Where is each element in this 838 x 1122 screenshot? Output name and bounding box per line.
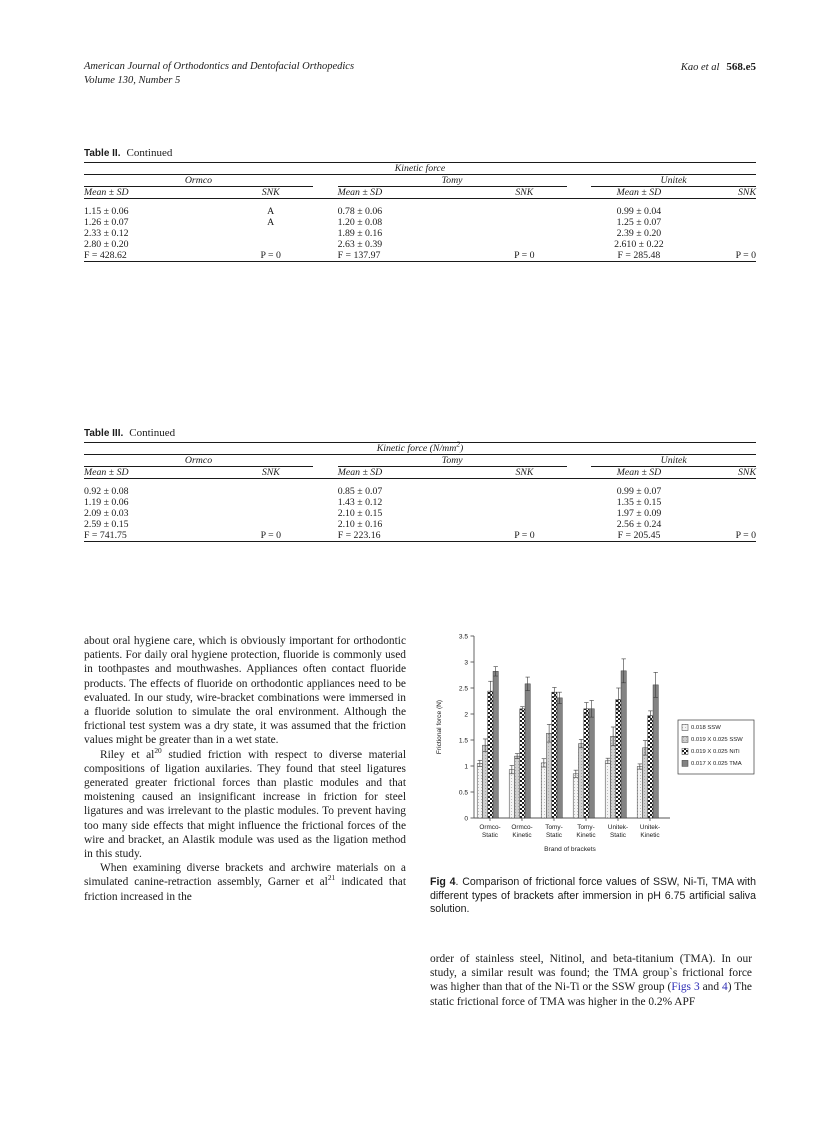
svg-text:0: 0: [464, 815, 468, 823]
table-3-title: [84, 427, 756, 439]
table-2-title: [84, 147, 756, 159]
table-2-brand-ormco: Ormco: [84, 175, 313, 187]
table-row: [84, 519, 756, 530]
paragraph-4: [430, 952, 752, 1009]
citation-ref-21: 21: [327, 873, 336, 883]
paragraph-4-a: order of stainless steel, Nitinol, and beta-titanium (TMA). In our study, a similar result was found; the TMA group`s frictional force was higher than that of the Ni-Ti or the SSW group (: [430, 953, 752, 994]
cell-unitek-mean: 2.56 ± 0.24: [616, 519, 662, 530]
cell-unitek-snk: [687, 239, 756, 250]
table-3-col-snk-tomy: SNK: [482, 467, 567, 479]
cell-tomy-snk: [482, 497, 567, 508]
table-2-brand-unitek: Unitek: [591, 175, 756, 187]
table-2-label: Table II.: [84, 148, 121, 159]
cell-ormco-snk: A: [267, 217, 275, 228]
cell-ormco-mean: 2.59 ± 0.15: [84, 519, 129, 530]
authors-shorthand: Kao et al: [680, 62, 720, 73]
cell-ormco-f: F = 428.62: [84, 250, 228, 262]
svg-text:2.5: 2.5: [458, 685, 468, 693]
cell-tomy-snk: [482, 206, 566, 217]
svg-text:1.5: 1.5: [458, 737, 468, 745]
cell-ormco-snk: A: [267, 206, 275, 217]
table-3-block: [84, 427, 756, 542]
table-2-col-snk-ormco: SNK: [228, 187, 312, 199]
running-head: [84, 60, 756, 94]
cell-tomy-p: P = 0: [482, 250, 566, 262]
figure-xref-4[interactable]: 4: [722, 981, 728, 994]
table-3-brand-unitek: Unitek: [591, 455, 756, 467]
paragraph-2: [84, 745, 406, 862]
cell-ormco-snk: [229, 486, 314, 497]
cell-unitek-mean: 2.39 ± 0.20: [616, 228, 662, 239]
svg-text:3.5: 3.5: [458, 633, 468, 641]
cell-unitek-mean: 1.97 ± 0.09: [616, 508, 662, 519]
table-3-col-mean-tomy: Mean ± SD: [338, 467, 483, 479]
cell-tomy-f: F = 137.97: [338, 250, 482, 262]
table-3-brand-tomy: Tomy: [338, 455, 567, 467]
table-3-body-pad: [84, 479, 756, 487]
bar-chart: [430, 628, 756, 868]
table-3-brand-header-row: [84, 455, 756, 467]
table-3-span-header-tail: ): [460, 443, 464, 454]
cell-tomy-snk: [482, 239, 566, 250]
figure-4-caption-text: . Comparison of frictional force values of SSW, Ni-Ti, TMA with different types of brackets after immersion in pH 6.75 artificial saliva solution.: [430, 876, 756, 916]
svg-text:Brand of brackets: Brand of brackets: [544, 846, 596, 853]
svg-text:0.017 X 0.025 TMA: 0.017 X 0.025 TMA: [691, 761, 742, 767]
cell-tomy-mean: 2.10 ± 0.15: [337, 508, 383, 519]
cell-ormco-snk: [229, 519, 314, 530]
table-2-col-mean-ormco: Mean ± SD: [84, 187, 228, 199]
table-3-col-mean-unitek: Mean ± SD: [591, 467, 686, 479]
cell-tomy-snk: [482, 228, 566, 239]
table-row: [84, 497, 756, 508]
cell-unitek-snk: [687, 497, 756, 508]
table-row: [84, 206, 756, 217]
cell-ormco-mean: 2.80 ± 0.20: [84, 239, 129, 250]
cell-unitek-mean: 1.25 ± 0.07: [616, 217, 662, 228]
running-head-left: [84, 60, 354, 88]
svg-text:Frictional force (N): Frictional force (N): [436, 699, 443, 755]
table-3: [84, 439, 756, 542]
cell-tomy-mean: 2.63 ± 0.39: [337, 239, 383, 250]
cell-unitek-snk: [687, 486, 756, 497]
cell-unitek-p: P = 0: [687, 530, 756, 542]
table-2-col-snk-unitek: SNK: [687, 187, 756, 199]
figure-4-caption: [430, 876, 756, 917]
figure-4: [430, 628, 756, 917]
cell-tomy-mean: 1.89 ± 0.16: [337, 228, 383, 239]
cell-tomy-mean: 1.43 ± 0.12: [337, 497, 383, 508]
figure-xref-3[interactable]: Figs 3: [671, 981, 700, 994]
running-head-right: [681, 60, 756, 75]
svg-text:0.019 X 0.025 SSW: 0.019 X 0.025 SSW: [691, 737, 743, 743]
table-row: [84, 228, 756, 239]
left-text-column: [84, 634, 406, 904]
cell-unitek-snk: [687, 206, 756, 217]
cell-ormco-mean: 1.15 ± 0.06: [84, 206, 129, 217]
table-row: [84, 239, 756, 250]
cell-tomy-mean: 0.78 ± 0.06: [337, 206, 383, 217]
svg-text:0.018 SSW: 0.018 SSW: [691, 725, 721, 731]
svg-text:1: 1: [464, 763, 468, 771]
table-2-col-mean-unitek: Mean ± SD: [591, 187, 686, 199]
cell-tomy-mean: 2.10 ± 0.16: [337, 519, 383, 530]
cell-ormco-mean: 0.92 ± 0.08: [84, 486, 129, 497]
table-3-col-snk-ormco: SNK: [229, 467, 314, 479]
svg-text:Static: Static: [546, 832, 562, 839]
cell-tomy-snk: [482, 217, 566, 228]
paragraph-4-c: ) The static frictional force of TMA was higher in the 0.2% APF: [430, 981, 752, 1008]
table-2-col-mean-tomy: Mean ± SD: [338, 187, 482, 199]
cell-unitek-mean: 0.99 ± 0.04: [616, 206, 662, 217]
cell-ormco-f: F = 741.75: [84, 530, 229, 542]
svg-text:Ormco-: Ormco-: [479, 824, 501, 831]
cell-ormco-snk: [229, 497, 314, 508]
journal-name: American Journal of Orthodontics and Dentofacial Orthopedics: [84, 61, 355, 72]
cell-ormco-p: P = 0: [228, 250, 312, 262]
table-3-col-mean-ormco: Mean ± SD: [84, 467, 229, 479]
cell-ormco-mean: 1.26 ± 0.07: [84, 217, 129, 228]
svg-text:Kinetic: Kinetic: [576, 832, 596, 839]
table-3-continued: Continued: [129, 427, 176, 439]
table-3-span-header-sup: 2: [456, 439, 461, 449]
cell-tomy-f: F = 223.16: [338, 530, 483, 542]
svg-text:Unitek-: Unitek-: [639, 824, 661, 831]
right-text-column: [430, 952, 752, 1009]
paragraph-3-rest: indicated that friction increased in the: [84, 876, 406, 903]
table-3-label: Table III.: [84, 428, 124, 439]
paragraph-3-lead: When examining diverse brackets and archwire materials on a simulated canine-retraction assembly, Garner et al: [84, 862, 406, 889]
chart-area: [430, 628, 756, 868]
cell-unitek-snk: [687, 508, 756, 519]
table-3-span-header-text: Kinetic force (N/mm: [376, 443, 457, 454]
table-2: [84, 162, 756, 262]
svg-text:Static: Static: [610, 832, 626, 839]
figure-4-label: Fig 4: [430, 876, 456, 888]
cell-tomy-mean: 1.20 ± 0.08: [337, 217, 383, 228]
svg-text:Unitek-: Unitek-: [607, 824, 629, 831]
cell-ormco-snk: [228, 239, 312, 250]
svg-text:Kinetic: Kinetic: [512, 832, 532, 839]
cell-unitek-snk: [687, 228, 756, 239]
paragraph-4-b: and: [699, 981, 723, 994]
cell-unitek-mean: 2.610 ± 0.22: [614, 239, 664, 250]
table-row: [84, 530, 756, 542]
cell-ormco-mean: 1.19 ± 0.06: [84, 497, 129, 508]
cell-unitek-snk: [687, 519, 756, 530]
svg-text:Tomy-: Tomy-: [577, 824, 595, 831]
cell-unitek-mean: 1.35 ± 0.15: [616, 497, 662, 508]
table-2-col-snk-tomy: SNK: [482, 187, 566, 199]
svg-text:0.019 X 0.025 NiTi: 0.019 X 0.025 NiTi: [691, 749, 740, 755]
table-2-continued: Continued: [126, 147, 173, 159]
table-row: [84, 508, 756, 519]
table-2-brand-header-row: [84, 175, 756, 187]
table-row: [84, 217, 756, 228]
cell-unitek-p: P = 0: [687, 250, 756, 262]
svg-text:Tomy-: Tomy-: [545, 824, 563, 831]
cell-ormco-mean: 2.09 ± 0.03: [84, 508, 129, 519]
paragraph-1: about oral hygiene care, which is obviously important for orthodontic patients. For daily oral hygiene protection, fluoride is commonly used in toothpastes and mouthwashes. Appliances often contact fluoride products. The effects of fluoride on orthodontic appliances need to be evaluated. In our study, wire-bracket combinations were immersed in a fluoride solution to simulate the oral environment. Although the frictional test system was a dry state, it was assumed that the friction values might be greater than in a wet state.: [84, 635, 406, 747]
page-number: 568.e5: [726, 61, 756, 73]
cell-unitek-snk: [687, 217, 756, 228]
table-3-brand-ormco: Ormco: [84, 455, 313, 467]
svg-text:Kinetic: Kinetic: [640, 832, 660, 839]
table-2-span-header: Kinetic force: [84, 163, 756, 175]
paragraph-3: [84, 861, 406, 904]
svg-text:Ormco-: Ormco-: [511, 824, 533, 831]
cell-ormco-snk: [228, 228, 312, 239]
table-2-brand-tomy: Tomy: [338, 175, 567, 187]
cell-ormco-mean: 2.33 ± 0.12: [84, 228, 129, 239]
table-row: [84, 250, 756, 262]
table-row: [84, 486, 756, 497]
cell-ormco-snk: [229, 508, 314, 519]
volume-issue: Volume 130, Number 5: [84, 75, 181, 86]
table-3-col-snk-unitek: SNK: [687, 467, 756, 479]
table-2-block: [84, 147, 756, 262]
paragraph-2-rest: studied friction with respect to diverse material compositions of ligation auxilaries. They found that steel ligatures generated greater frictional forces than plastic modules and that moistening caused an insignificant increase in friction for steel ligatures and was irrelevant to the plastic modules. To prevent having too many side effects that might influence the frictional forces of the wire and bracket, an Alastik module was used as the ligation method in this study.: [84, 748, 406, 861]
citation-ref-20: 20: [154, 745, 162, 755]
svg-text:0.5: 0.5: [458, 789, 468, 797]
table-3-span-header-row: [84, 443, 756, 455]
cell-ormco-p: P = 0: [229, 530, 314, 542]
table-3-span-header: [84, 439, 756, 455]
cell-unitek-mean: 0.99 ± 0.07: [616, 486, 662, 497]
cell-tomy-mean: 0.85 ± 0.07: [337, 486, 383, 497]
table-3-col-header-row: [84, 467, 756, 479]
cell-unitek-f: F = 205.45: [591, 530, 686, 542]
table-2-body-pad: [84, 199, 756, 207]
cell-tomy-snk: [482, 508, 567, 519]
table-2-col-header-row: [84, 187, 756, 199]
svg-text:2: 2: [464, 711, 468, 719]
cell-unitek-f: F = 285.48: [591, 250, 686, 262]
cell-tomy-snk: [482, 519, 567, 530]
cell-tomy-p: P = 0: [482, 530, 567, 542]
paragraph-2-lead: Riley et al: [100, 748, 155, 761]
cell-tomy-snk: [482, 486, 567, 497]
svg-text:3: 3: [464, 659, 468, 667]
svg-text:Static: Static: [482, 832, 498, 839]
table-2-span-header-row: [84, 163, 756, 175]
